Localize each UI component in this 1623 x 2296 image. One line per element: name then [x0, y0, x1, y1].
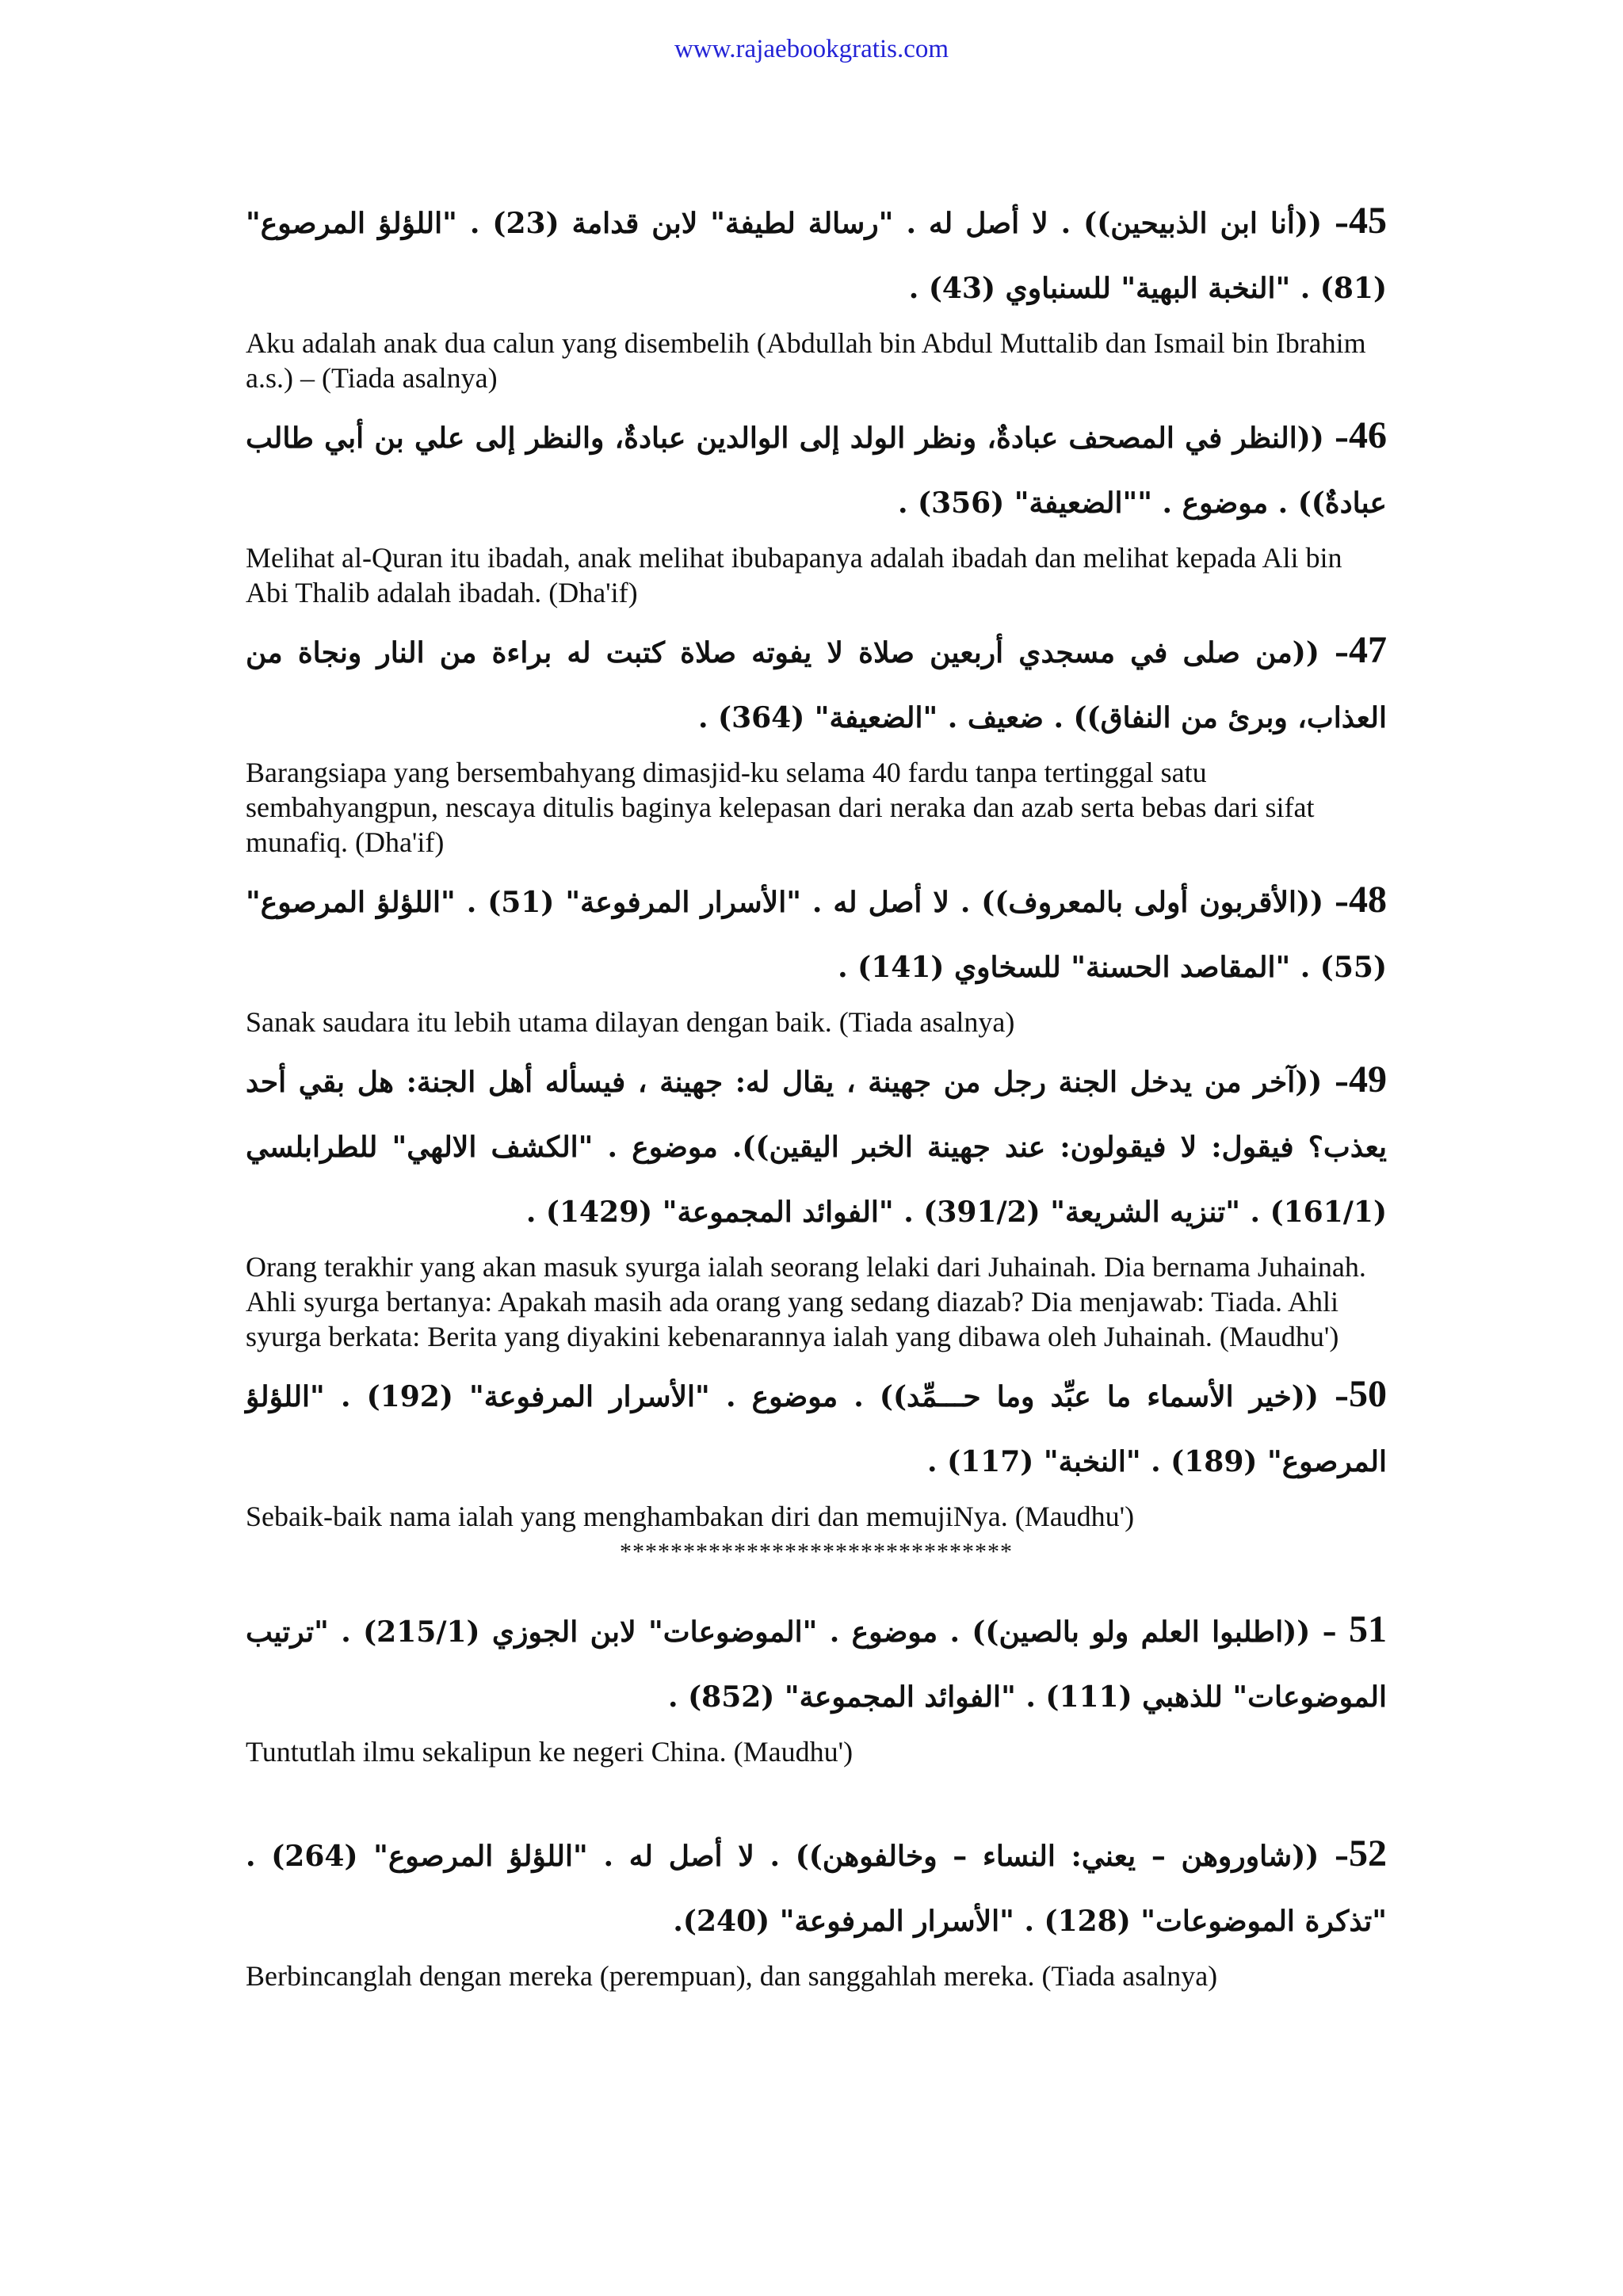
arabic-text: [246, 1597, 1387, 1730]
entry-number: 46: [1349, 414, 1387, 456]
entry-number: 52: [1349, 1833, 1387, 1875]
entry-number: 48: [1349, 879, 1387, 921]
arabic-body: – ((النظر في المصحف عبادةٌ، ونظر الولد إلى الوالدين عبادةٌ، والنظر إلى علي بن أبي طالب عبادةٌ)) . موضوع . ""الضعيفة" (356) .: [246, 421, 1387, 520]
hadith-entry-48: [246, 868, 1387, 1039]
hadith-entry-47: [246, 618, 1387, 860]
hadith-entry-49: [246, 1047, 1387, 1354]
translation-text: Aku adalah anak dua calun yang disembelih (Abdullah bin Abdul Muttalib dan Ismail bin Ibrahim a.s.) – (Tiada asalnya): [246, 327, 1366, 394]
translation-text: Orang terakhir yang akan masuk syurga ialah seorang lelaki dari Juhainah. Dia bernama Juhainah. Ahli syurga bertanya: Apakah masih ada orang yang sedang diazab? Dia menjawab: Tiada. Ahli syurga berkata: Berita yang diyakini kebenarannya ialah yang dibawa oleh Juhainah. (Maudhu'): [246, 1251, 1366, 1352]
translation-text: Sebaik-baik nama ialah yang menghambakan diri dan memujiNya. (Maudhu'): [246, 1501, 1135, 1532]
entry-number: 47: [1349, 629, 1387, 671]
section-separator: *******************************: [620, 1539, 1013, 1565]
hadith-list: [246, 189, 1387, 2001]
translation-text: Sanak saudara itu lebih utama dilayan dengan baik. (Tiada asalnya): [246, 1006, 1015, 1038]
arabic-text: [246, 403, 1387, 536]
hadith-entry-51: [246, 1597, 1387, 1769]
arabic-text: [246, 189, 1387, 321]
spacer: [246, 1777, 1387, 1821]
arabic-body: – ((اطلبوا العلم ولو بالصين)) . موضوع . "الموضوعات" لابن الجوزي (215/1) . "ترتيب الموضوعات" للذهبي (111) . "الفوائد المجموعة" (852) .: [246, 1615, 1387, 1714]
arabic-text: [246, 1362, 1387, 1494]
entry-number: 49: [1349, 1058, 1387, 1100]
hadith-entry-46: [246, 403, 1387, 610]
arabic-body: – ((شاوروهن – يعني: النساء – وخالفوهن)) . لا أصل له . "اللؤلؤ المرصوع" (264) . "تذكرة الموضوعات" (128) . "الأسرار المرفوعة" (240).: [246, 1840, 1387, 1938]
entry-number: 50: [1349, 1373, 1387, 1415]
translation-text: Berbincanglah dengan mereka (perempuan), dan sanggahlah mereka. (Tiada asalnya): [246, 1960, 1218, 1992]
hadith-entry-45: [246, 189, 1387, 395]
arabic-body: – ((خير الأسماء ما عبِّد وما حـــمِّد)) . موضوع . "الأسرار المرفوعة" (192) . "اللؤلؤ المرصوع" (189) . "النخبة" (117) .: [246, 1380, 1387, 1478]
arabic-text: [246, 1047, 1387, 1245]
arabic-body: – ((آخر من يدخل الجنة رجل من جهينة ، يقال له: جهينة ، فيسأله أهل الجنة: هل بقي أحد يعذب؟ فيقول: لا فيقولون: عند جهينة الخبر اليقين)). موضوع . "الكشف الالهي" للطرابلسي (161/1) . "تنزيه الشريعة" (391/2) . "الفوائد المجموعة" (1429) .: [246, 1066, 1387, 1229]
arabic-text: [246, 868, 1387, 1000]
arabic-text: [246, 618, 1387, 750]
arabic-text: [246, 1821, 1387, 1954]
hadith-entry-52: [246, 1821, 1387, 1993]
arabic-body: – ((أنا ابن الذبيحين)) . لا أصل له . "رسالة لطيفة" لابن قدامة (23) . "اللؤلؤ المرصوع" (81) . "النخبة البهية" للسنباوي (43) .: [246, 207, 1387, 305]
hadith-entry-50: [246, 1362, 1387, 1534]
arabic-body: – ((الأقربون أولى بالمعروف)) . لا أصل له . "الأسرار المرفوعة" (51) . "اللؤلؤ المرصوع" (55) . "المقاصد الحسنة" للسخاوي (141) .: [246, 886, 1387, 984]
translation-text: Tuntutlah ilmu sekalipun ke negeri China. (Maudhu'): [246, 1736, 854, 1768]
arabic-body: – ((من صلى في مسجدي أربعين صلاة لا يفوته صلاة كتبت له براءة من النار ونجاة من العذاب، وبرئ من النفاق)) . ضعيف . "الضعيفة" (364) .: [246, 636, 1387, 734]
entry-number: 45: [1349, 200, 1387, 242]
source-url[interactable]: www.rajaebookgratis.com: [674, 35, 949, 63]
translation-text: Barangsiapa yang bersembahyang dimasjid-ku selama 40 fardu tanpa tertinggal satu sembahyangpun, nescaya ditulis baginya kelepasan dari neraka dan azab serta bebas dari sifat munafiq. (Dha'if): [246, 757, 1315, 858]
entry-number: 51: [1349, 1608, 1387, 1650]
translation-text: Melihat al-Quran itu ibadah, anak melihat ibubapanya adalah ibadah dan melihat kepada Ali bin Abi Thalib adalah ibadah. (Dha'if): [246, 542, 1342, 608]
